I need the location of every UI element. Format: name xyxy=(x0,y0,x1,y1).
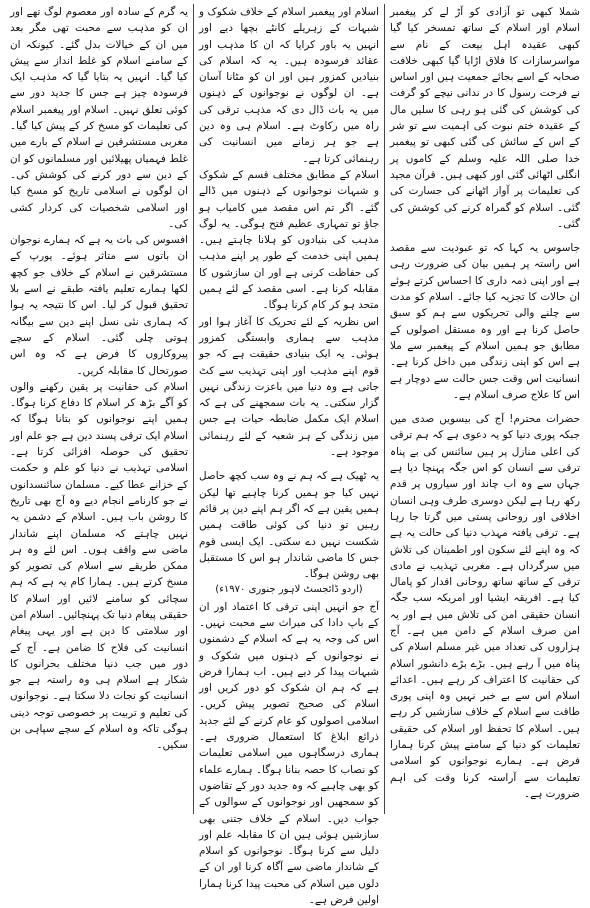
paragraph: آج جو انہیں اپنی ترقی کا اعتماد اور ان کے باپ دادا کی میراث سے محبت نہیں۔ اس کی وجہ یہ ہے کہ اسلام کے دشمنوں نے نوجوانوں کے ذہنوں میں شکوک و شبہات پیدا کر دیے ہیں۔ اب ہمارا فرض ہے کہ ہم ان شکوک کو دور کریں اور اسلام کی صحیح تصویر پیش کریں۔ اسلامی اصولوں کو عام کرنے کے لئے جدید ذرائع ابلاغ کا استعمال ضروری ہے۔ ہماری درسگاہوں میں اسلامی تعلیمات کو نصاب کا حصہ بنانا ہوگا۔ ہمارے علماء کو بھی چاہیے کہ وہ جدید دور کے تقاضوں کو سمجھیں اور نوجوانوں کے سوالوں کے جواب دیں۔ اسلام کے خلاف جتنی بھی سازشیں ہوئی ہیں ان کا مقابلہ علم اور دلیل سے کرنا ہوگا۔ نوجوانوں کو اسلام کے شاندار ماضی سے آگاہ کرنا اور ان کے دلوں میں اسلام کی محبت پیدا کرنا ہمارا اولین فرض ہے۔ xyxy=(199,600,379,907)
paragraph: افسوس کی بات یہ ہے کہ ہمارے نوجوان ان باتوں سے متاثر ہوئے۔ یورپ کے مستشرقین نے اسلام کے خلاف جو کچھ لکھا ہمارے تعلیم یافتہ طبقے نے اسے بلا تحقیق قبول کر لیا۔ اس کا نتیجہ یہ ہوا کہ ہماری نئی نسل اپنے دین سے بیگانہ ہوتی چلی گئی۔ اسلام کے سچے پیروکاروں کا فرض ہے کہ وہ اس صورتحال کا مقابلہ کریں۔ xyxy=(10,234,188,377)
paragraph: اسلام اور پیغمبر اسلام کے خلاف شکوک و شبہات کے زہریلے کانٹے بچھا دیے اور انہیں یہ باور کرایا کہ ان کا مذہب اور عقائد فرسودہ ہیں۔ یہ کہ اسلام کی بنیادیں کمزور ہیں اور ان کو مٹانا آسان ہے۔ ان لوگوں نے نوجوانوں کے ذہنوں میں یہ بات ڈال دی کہ مذہب ترقی کی راہ میں رکاوٹ ہے۔ اسلام ہی وہ دین ہے جو ہر زمانے میں انسانیت کی رہنمائی کرتا ہے۔ xyxy=(199,6,379,165)
paragraph: حضرات محترم! آج کی بیسویں صدی میں جبکہ پوری دنیا کو یہ دعوی ہے کہ ہم ترقی کی اعلی منازل پر ہیں سائنس کی بے پناہ ترقی سے انسان کو اس جگہ پہنچا دیا ہے جہاں سے وہ اب چاند اور سیاروں پر قدم رکھ رہا ہے لیکن دوسری طرف وہی انسان اخلاقی اور روحانی پستی میں گرتا جا رہا ہے۔ ترقی یافتہ مہذب دنیا کی حالت یہ ہے کہ وہ اپنے لئے سکون اور اطمینان کی تلاش میں سرگرداں ہے۔ مغربی تہذیب نے مادی ترقی کے ساتھ ساتھ روحانی اقدار کو پامال کیا ہے۔ افریقہ ایشیا اور امریکہ سب جگہ انسان حقیقی امن کی تلاش میں ہے اور یہ امن صرف اسلام کے دامن میں ہے۔ آج ہزاروں کی تعداد میں غیر مسلم اسلام کی پناہ میں آ رہے ہیں۔ بڑے بڑے دانشور اسلام کی حقانیت کا اعتراف کر رہے ہیں۔ اعدائے اسلام اس سے بے خبر نہیں وہ اپنی پوری طاقت سے اسلام کے خلاف سازشیں کر رہے ہیں۔ اسلام کا تحفظ اور اسلام کی حقیقی تعلیمات کو دنیا کے سامنے پیش کرنا ہمارا فرض ہے۔ ہمارے نوجوانوں کو اسلامی تعلیمات سے آراستہ کرنا وقت کی اہم ضرورت ہے۔ xyxy=(390,413,580,800)
paragraph: اسلام کی حقانیت پر یقین رکھنے والوں کو آگے بڑھ کر اسلام کا دفاع کرنا ہوگا۔ ہمیں اپنے نوجوانوں کو بتانا ہوگا کہ اسلام ایک ترقی پسند دین ہے جو علم اور تحقیق کی حوصلہ افزائی کرتا ہے۔ اسلامی تہذیب نے دنیا کو علم و حکمت کے خزانے عطا کیے۔ مسلمان سائنسدانوں نے جو کارنامے انجام دیے وہ آج بھی تاریخ کا روشن باب ہیں۔ اسلام کے دشمن یہ نہیں چاہتے کہ مسلمان اپنے شاندار ماضی سے واقف ہوں۔ اس لئے وہ ہر ممکن طریقے سے اسلام کی تصویر کو مسخ کرتے ہیں۔ ہمارا کام یہ ہے کہ ہم سچائی کو سامنے لائیں اور اسلام کا حقیقی پیغام دنیا تک پہنچائیں۔ اسلام امن اور سلامتی کا دین ہے اور یہی پیغام انسانیت کی فلاح کا ضامن ہے۔ آج کے دور میں جب دنیا مختلف بحرانوں کا شکار ہے اسلام ہی وہ راستہ ہے جو انسانیت کو نجات دلا سکتا ہے۔ نوجوانوں کی تعلیم و تربیت پر خصوصی توجہ دینی ہوگی تاکہ وہ اسلام کے سچے سپاہی بن سکیں۔ xyxy=(10,380,188,752)
paragraph: اسلام کے مطابق مختلف قسم کے شکوک و شبہات نوجوانوں کے ذہنوں میں ڈالے گئے۔ اگر تم اس مقصد میں کامیاب ہو جاؤ تو تمہاری عظیم فتح ہوگی۔ یہ لوگ مذہب کی بنیادوں کو ہلانا چاہتے ہیں۔ ہمیں اپنی خدمت کے طور پر اپنے مذہب کی حفاظت کرنی ہے اور ان سازشوں کا مقابلہ کرنا ہے۔ اسی مقصد کے لئے ہمیں متحد ہو کر کام کرنا ہوگا۔ xyxy=(199,168,379,312)
text-column-left xyxy=(5,4,193,814)
paragraph: یہ گرم کے سادہ اور معصوم لوگ تھے اور ان کو مذہب سے محبت تھی مگر بعد میں ان کے خیالات بدل گئے۔ کیونکہ ان کے سامنے اسلام کو غلط انداز سے پیش کیا گیا۔ انہیں یہ بتایا گیا کہ مذہب ایک فرسودہ چیز ہے جس کا جدید دور سے کوئی تعلق نہیں۔ اسلام اور پیغمبر اسلام کی تعلیمات کو مسخ کر کے پیش کیا گیا۔ مغربی مستشرقین نے اسلام کے بارے میں غلط فہمیاں پھیلائیں اور مسلمانوں کو ان کے دین سے دور کرنے کی کوشش کی۔ ان لوگوں نے اسلامی تاریخ کو مسخ کیا اور اسلامی شخصیات کی کردار کشی کی۔ xyxy=(10,6,188,230)
text-column-middle xyxy=(193,4,385,907)
spacer xyxy=(390,232,580,240)
text-column-right xyxy=(385,4,585,814)
paragraph: اس نظریہ کے لئے تحریک کا آغاز ہوا اور مذہب سے ہماری وابستگی کمزور ہوئی۔ یہ ایک بنیادی حقیقت ہے کہ جو قوم اپنے مذہب اور اپنی تہذیب سے کٹ جاتی ہے وہ دنیا میں باعزت زندگی نہیں گزار سکتی۔ یہ بات سمجھنے کی ہے کہ اسلام ایک مکمل ضابطہ حیات ہے جس میں زندگی کے ہر شعبہ کے لئے رہنمائی موجود ہے۔ xyxy=(199,315,379,459)
paragraph: شملا کبھی تو آزادی کو آڑ لے کر پیغمبر اسلام اور اسلام کے ساتھ تمسخر کیا گیا کبھی عقیدہ اہل بیعت کے نام سے مواسرسازات کا فلاق اڑایا گیا کبھی خلافت صحابہ کے اسے بجائے جمعیت ہیں اور اساس نے فرحت رسول کا در ندانی نیچے کو گرفت کی کوشش کی گئی ہو رہی کا سلیں مال کے عقیدہ ختم نبوت کی اہمیت سے تو شر کے اس کے سائش کی گئی کبھی تو پیغمبر خدا صلی اللہ علیہ وسلم کے کاموں پر انگلی اٹھائی گئی اور کبھی ہیں۔ قرآن مجید کی تعلیمات پر آواز اٹھانے کی جسارت کی گئی۔ اسلام کو گمراہ کرنے کی کوشش کی گئی۔ xyxy=(390,6,580,230)
source-citation: (اردو ڈائجسٹ لاہور جنوری ۱۹۷۰ء) xyxy=(215,584,363,596)
spacer xyxy=(390,403,580,411)
spacer xyxy=(199,460,379,468)
paragraph: یہ ٹھیک ہے کہ ہم نے وہ سب کچھ حاصل نہیں کیا جو ہمیں کرنا چاہیے تھا لیکن ہمیں یقین ہے کہ اگر ہم اپنے دین پر قائم رہیں تو دنیا کی کوئی طاقت ہمیں شکست نہیں دے سکتی۔ ایک ایسی قوم جس کا ماضی شاندار ہو اس کا مستقبل بھی روشن ہوگا۔ xyxy=(199,470,379,581)
paragraph: جاسوس یہ کہا کہ تو عبودیت سے مقصد اس راستہ پر ہمیں بیان کی ضرورت رہی ہے اور اپنی ذمہ داری کا احساس کرتے ہوئے ان حالات کا تجزیہ کیا جائے۔ اسلام کو مدت سے چلنے والی تحریکوں سے ہم کو سبق حاصل کرنا ہے اور وہ مستقل اصولوں کے مطابق جو ہمیں اسلام کے پیغمبر سے ملا ہے اس کو اپنی زندگی میں داخل کرنا ہے۔ انسانیت اس وقت جس حالت سے دوچار ہے اس کا علاج صرف اسلام ہے۔ xyxy=(390,242,580,401)
